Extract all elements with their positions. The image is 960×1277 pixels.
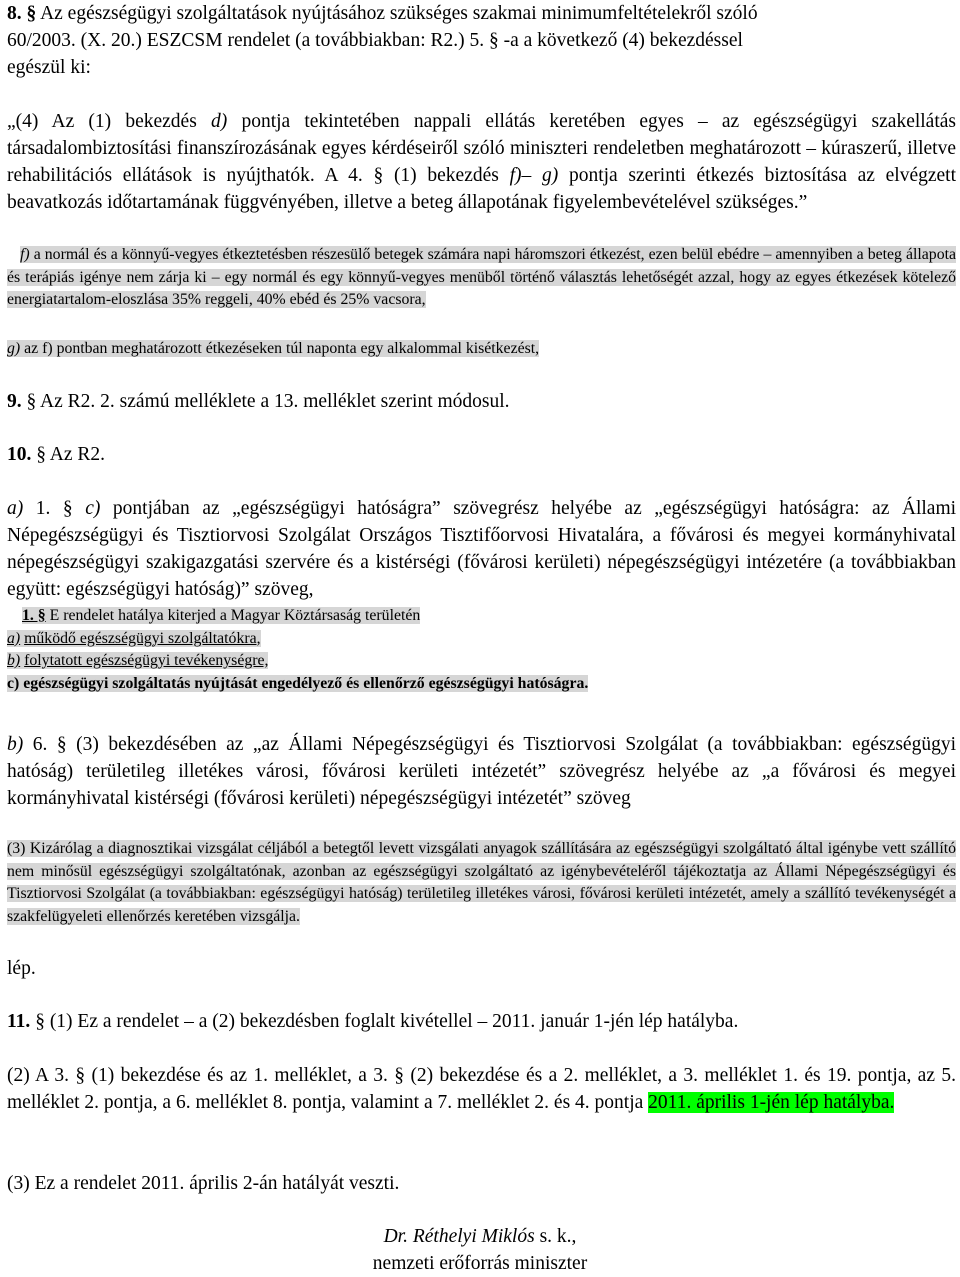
section-9: 9. § Az R2. 2. számú melléklete a 13. melléklet szerint módosul. xyxy=(7,391,510,412)
inserted-point-f: f) a normál és a könnyű-vegyes étkeztetésben részesülő betegek számára napi háromszori étkezést, ezen belül ebédre – amennyiben a beteg állapota és terápiás igénye nem zárja ki – egy normál és egy könnyű-vegyes menüből történő választás lehetőségét azzal, hogy az egyes étkezések kötelező energiatartalom-eloszlása 35% reggeli, 40% ebéd és 25% vacsora, xyxy=(7,246,956,308)
quoted-original-section-1: 1. § E rendelet hatálya kiterjed a Magyar Köztársaság területén a) működő egészségügyi szolgáltatókra, b) folytatott egészségügyi tevékenységre, c) egészségügyi szolgáltatás nyújtását engedélyező és ellenőrző egészségügyi hatóságra. xyxy=(7,607,589,692)
effective-date-highlight: 2011. április 1-jén lép hatályba. xyxy=(648,1092,895,1113)
section-10-heading: 10. § Az R2. xyxy=(7,444,106,465)
section-8-number: 8. xyxy=(7,3,22,24)
section-10-point-b: b) 6. § (3) bekezdésében az „az Állami Népegészségügyi és Tisztiorvosi Szolgálat (a továbbiakban: egészségügyi hatóság) területileg illetékes városi, fővárosi kerületi intézetét” szövegrész helyébe az „a fővárosi és megyei kormányhivatal kistérségi (fővárosi kerületi) népegészségügyi intézetét” szöveg xyxy=(7,734,956,809)
signature-name: Dr. Réthelyi Miklós s. k., xyxy=(383,1226,577,1247)
section-11-paragraph-3: (3) Ez a rendelet 2011. április 2-án hatályát veszti. xyxy=(7,1173,400,1194)
section-10-lep: lép. xyxy=(7,958,36,979)
section-10-point-a: a) 1. § c) pontjában az „egészségügyi hatóságra” szövegrész helyébe az „egészségügyi hatóságra: az Állami Népegészségügyi és Tisztiorvosi Szolgálat Országos Tisztifőorvosi Hivatalára, a fővárosi és megyei kormányhivatal népegészségügyi szakigazgatási szervére és a kistérségi (fővárosi kerületi) népegészségügyi intézetére (a továbbiakban együtt: egészségügyi hatóság)” szöveg, xyxy=(7,498,957,600)
quoted-original-paragraph-3: (3) Kizárólag a diagnosztikai vizsgálat céljából a betegtől levett vizsgálati anyagok szállítására az egészségügyi szolgáltató által igénybe vett szállító nem minősül egészségügyi szolgáltatónak, azonban az egészségügyi szolgáltató az igénybevételéről tájékoztatja az Állami Népegészségügyi és Tisztiorvosi Szolgálat (a továbbiakban: egészségügyi hatóság) területileg illetékes városi, fővárosi kerületi intézetét, amely a szállító tevékenységét a szakfelügyeleti ellenőrzés keretében vizsgálja. xyxy=(7,840,956,925)
section-11-paragraph-2: (2) A 3. § (1) bekezdése és az 1. melléklet, a 3. § (2) bekezdése és a 2. melléklet, a 3. melléklet 1. és 19. pontja, az 5. melléklet 2. pontja, a 6. melléklet 8. pontja, valamint a 7. melléklet 2. és 4. pontja 2011. április 1-jén lép hatályba. xyxy=(7,1065,956,1113)
inserted-point-g: g) az f) pontban meghatározott étkezéseken túl naponta egy alkalommal kisétkezést, xyxy=(7,340,540,357)
section-11-paragraph-1: 11. § (1) Ez a rendelet – a (2) bekezdésben foglalt kivétellel – 2011. január 1-jén lép hatályba. xyxy=(7,1011,739,1032)
signature-title: nemzeti erőforrás miniszter xyxy=(372,1253,588,1274)
section-8-heading: 8. § Az egészségügyi szolgáltatások nyújtásához szükséges szakmai minimumfeltételekről szóló 60/2003. (X. 20.) ESZCSM rendelet (a továbbiakban: R2.) 5. § -a a következő (4) bekezdéssel egészül ki: xyxy=(7,3,758,78)
section-8-paragraph-4: „(4) Az (1) bekezdés d) pontja tekintetében nappali ellátás keretében egyes – az egészségügyi szakellátás társadalombiztosítási finanszírozásának egyes kérdéseiről szóló miniszteri rendeletben meghatározott – kúraszerű, illetve rehabilitációs ellátások is nyújthatók. A 4. § (1) bekezdés f)– g) pontja szerinti étkezés biztosítása az elvégzett beavatkozás időtartamának függvényében, illetve a beteg állapotának figyelembevételével szükséges.” xyxy=(7,111,957,213)
